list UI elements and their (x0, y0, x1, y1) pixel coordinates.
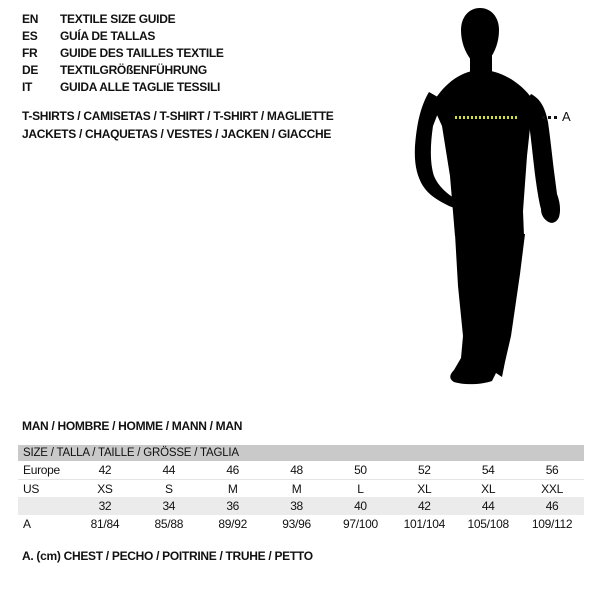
table-cell: XL (417, 481, 432, 496)
table-cell: 46 (226, 463, 240, 477)
language-label: GUIDE DES TAILLES TEXTILE (60, 46, 224, 60)
man-silhouette-icon (403, 6, 563, 390)
table-cell: 44 (481, 499, 495, 513)
table-cell: 44 (162, 463, 176, 477)
row-label: US (23, 481, 40, 496)
table-cell: 97/100 (342, 517, 378, 531)
table-cell: 32 (98, 499, 112, 513)
table-cell: 38 (290, 499, 303, 513)
language-code: DE (22, 63, 39, 77)
table-cell: 42 (98, 463, 112, 477)
table-cell: 50 (354, 463, 367, 477)
table-row-us (18, 479, 584, 497)
language-row-it (22, 79, 224, 96)
table-cell: 48 (290, 463, 303, 477)
figure-area (403, 6, 593, 390)
language-row-en (22, 11, 224, 28)
table-cell: 93/96 (282, 517, 311, 531)
section-title: MAN / HOMBRE / HOMME / MANN / MAN (22, 419, 243, 433)
table-cell: M (291, 481, 302, 496)
table-cell: S (164, 481, 173, 496)
language-label: GUÍA DE TALLAS (60, 29, 156, 43)
table-cell: 40 (354, 499, 367, 513)
language-row-es (22, 28, 224, 45)
language-code: IT (22, 80, 33, 94)
table-cell: 101/104 (403, 517, 445, 531)
table-cell: 46 (545, 499, 559, 513)
language-code: ES (22, 29, 38, 43)
measurement-footnote: A. (cm) CHEST / PECHO / POITRINE / TRUHE / PETTO (22, 549, 313, 563)
language-code: FR (22, 46, 38, 60)
table-cell: 54 (481, 463, 495, 477)
language-label: GUIDA ALLE TAGLIE TESSILI (60, 80, 221, 94)
table-cell: 85/88 (154, 517, 184, 531)
size-table (18, 445, 584, 533)
table-row-a-chest (18, 515, 584, 533)
table-row-europe (18, 461, 584, 479)
language-row-de (22, 62, 224, 79)
measure-connector-line (542, 116, 559, 119)
table-cell: XS (97, 481, 113, 496)
measure-label-a: A (562, 109, 571, 124)
table-cell: 105/108 (467, 517, 509, 531)
category-lines (22, 107, 334, 143)
table-cell: 42 (417, 499, 431, 513)
language-row-fr (22, 45, 224, 62)
table-cell: M (227, 481, 238, 496)
table-cell: 52 (417, 463, 431, 477)
row-label: Europe (23, 463, 60, 477)
language-code: EN (22, 12, 39, 26)
table-row-uk (18, 497, 584, 515)
chest-measure-line (455, 116, 518, 119)
category-line-jackets: JACKETS / CHAQUETAS / VESTES / JACKEN / GIACCHE (22, 127, 332, 141)
table-cell: XXL (541, 481, 563, 496)
language-label: TEXTILGRÖßENFÜHRUNG (60, 63, 207, 77)
table-cell: 109/112 (531, 517, 573, 531)
table-cell: XL (481, 481, 496, 496)
table-cell: 56 (545, 463, 559, 477)
language-label: TEXTILE SIZE GUIDE (60, 12, 176, 26)
row-label: A (23, 517, 31, 531)
table-cell: 34 (162, 499, 176, 513)
table-cell: 36 (226, 499, 240, 513)
table-header: SIZE / TALLA / TAILLE / GRÖSSE / TAGLIA (18, 445, 584, 461)
table-cell: L (357, 481, 364, 496)
table-cell: 81/84 (90, 517, 120, 531)
table-cell: 89/92 (218, 517, 247, 531)
language-list (22, 11, 224, 96)
category-line-tshirts: T-SHIRTS / CAMISETAS / T-SHIRT / T-SHIRT / MAGLIETTE (22, 109, 334, 123)
